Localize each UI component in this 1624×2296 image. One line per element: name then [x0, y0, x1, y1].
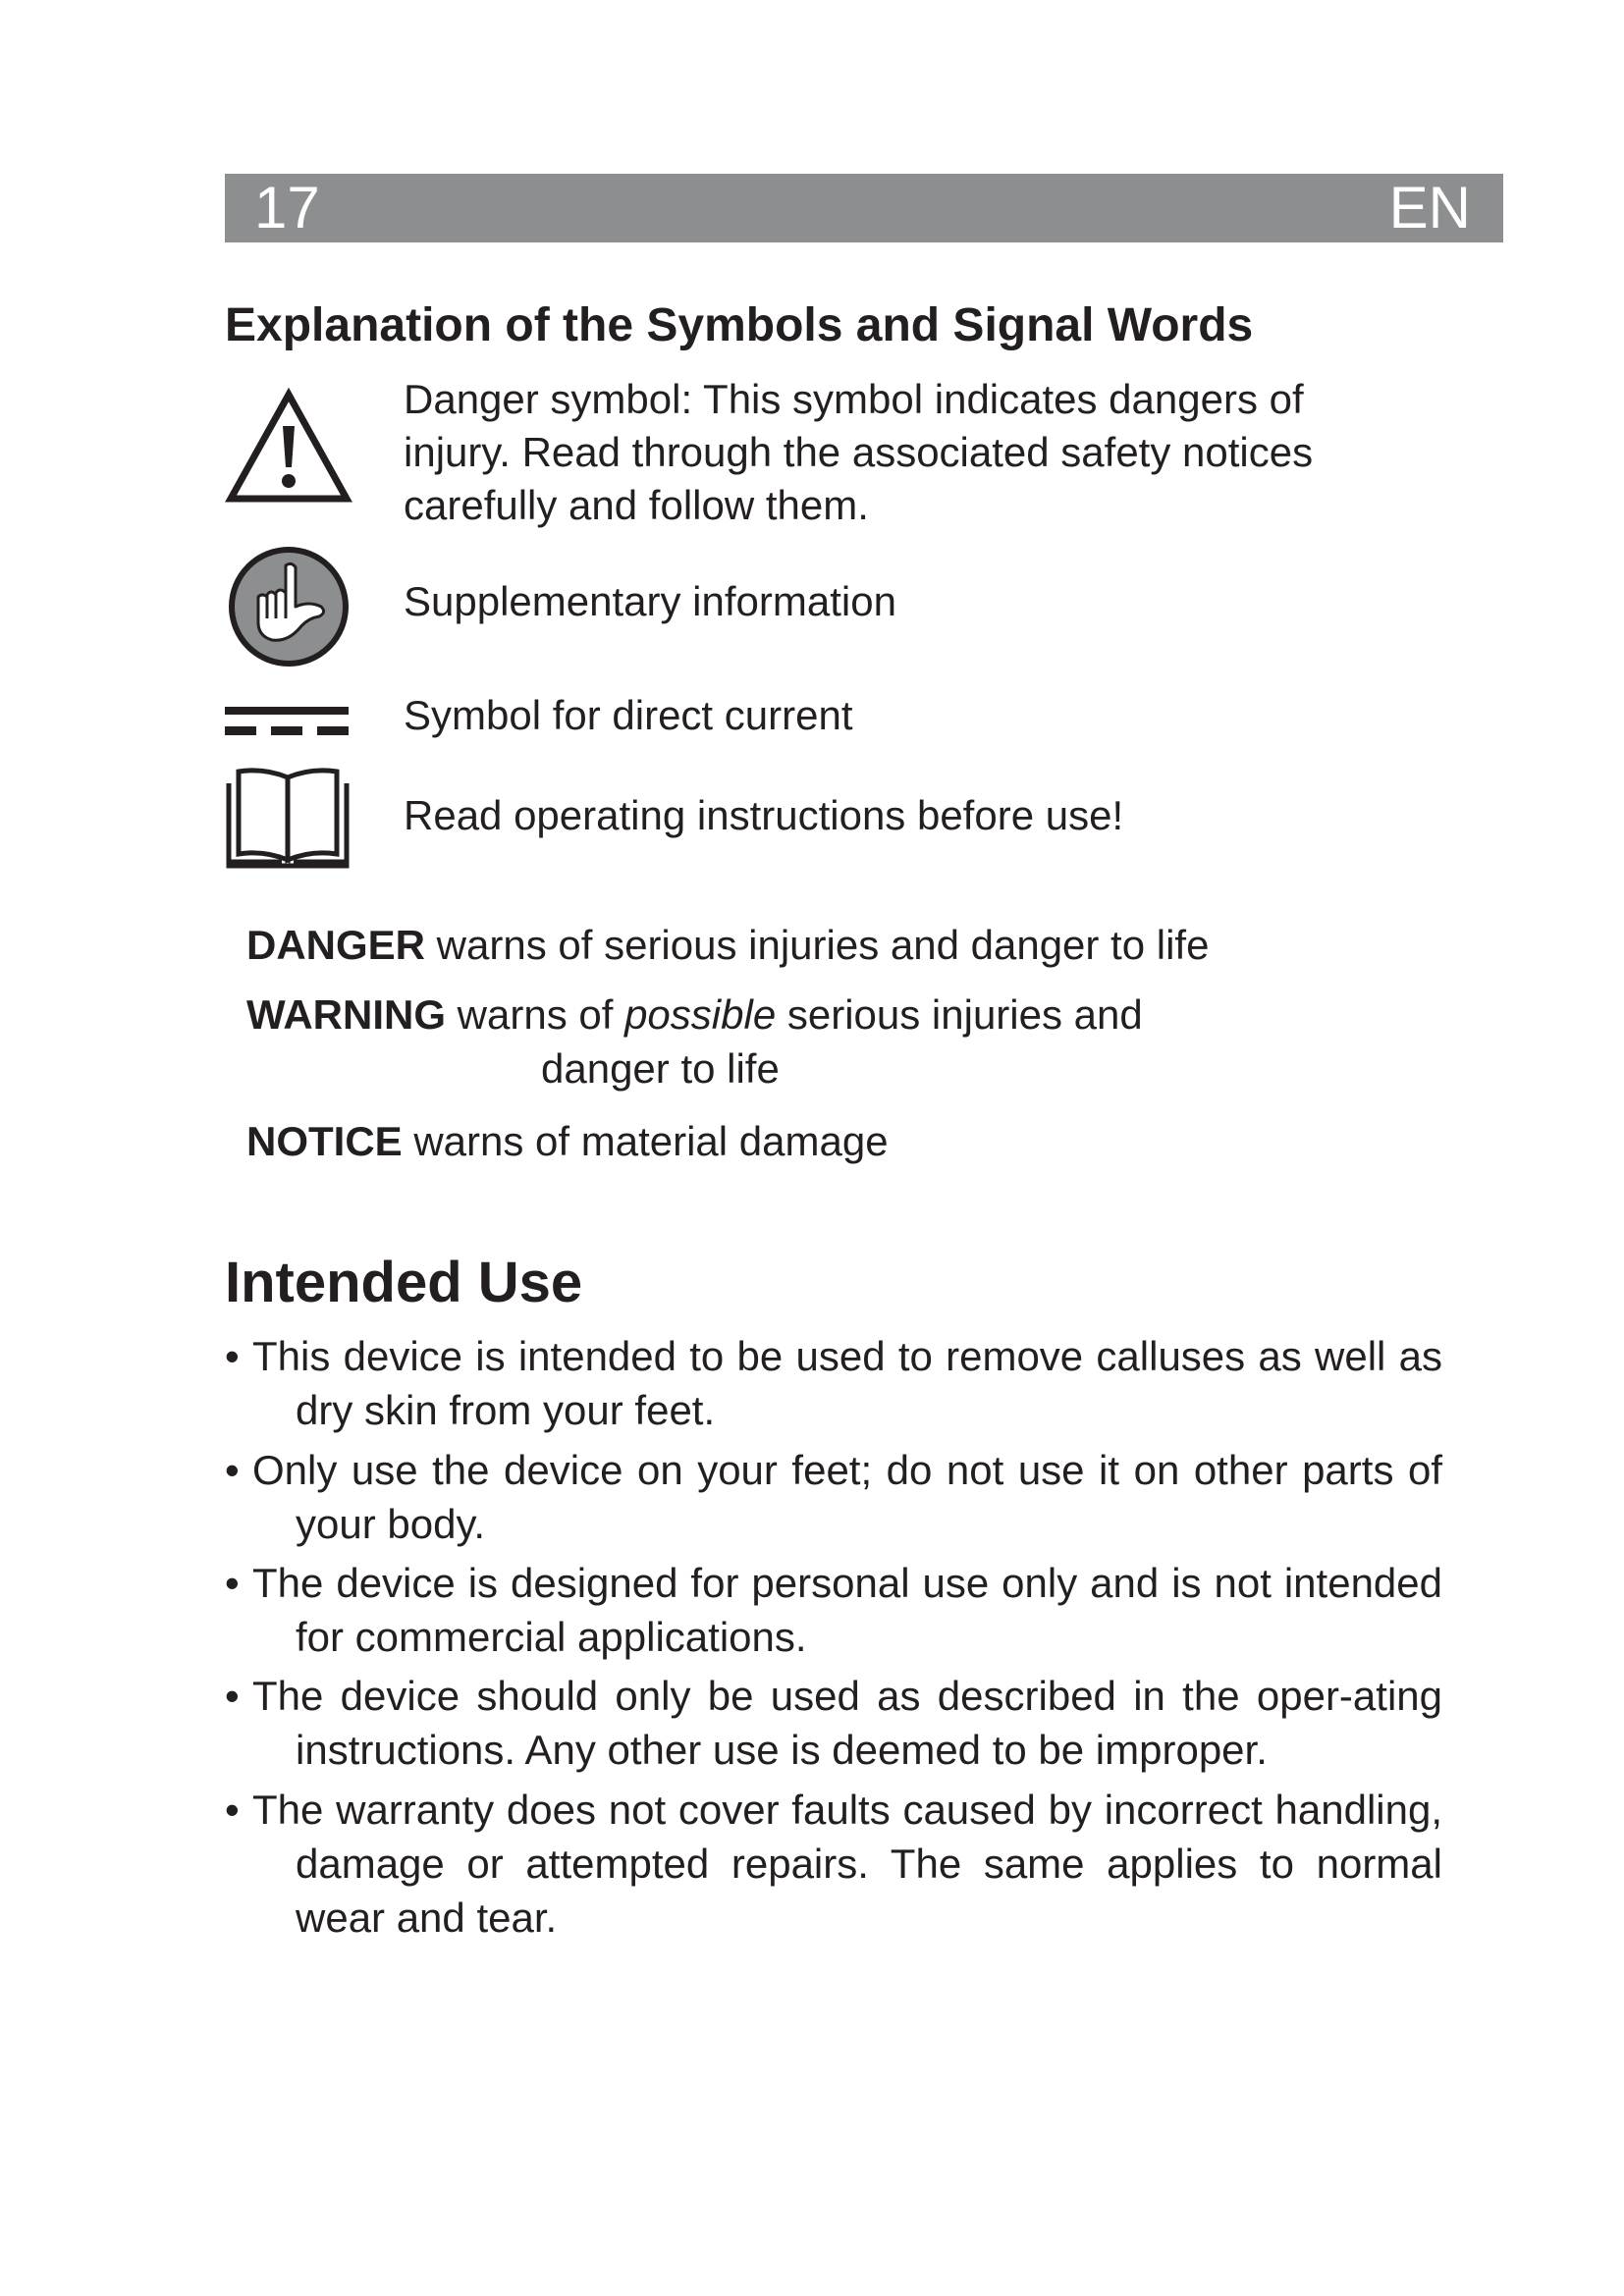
page-header-bar: [225, 174, 1503, 242]
signal-word-description: serious injuries and: [776, 991, 1143, 1038]
signal-word-description: warns of: [446, 991, 625, 1038]
signal-word-label: NOTICE: [246, 1118, 403, 1164]
list-item: [225, 1783, 1442, 1945]
list-item-text: The device is designed for personal use only and is not intended for commercial applications.: [252, 1560, 1442, 1660]
direct-current-icon: [225, 705, 349, 743]
signal-word-warning: [246, 988, 1143, 1041]
symbol-description-line: injury. Read through the associated safety notices: [404, 429, 1314, 475]
bullet-marker: •: [225, 1333, 240, 1379]
symbol-description-line: Danger symbol: This symbol indicates dangers of: [404, 376, 1304, 422]
bullet-marker: •: [225, 1673, 240, 1719]
signal-word-emphasis: possible: [624, 991, 777, 1038]
list-item: [225, 1669, 1442, 1777]
danger-triangle-icon: [225, 387, 352, 511]
symbol-description-line: Supplementary information: [404, 578, 896, 624]
intended-use-title: Intended Use: [225, 1251, 583, 1314]
symbol-description-line: Read operating instructions before use!: [404, 792, 1124, 838]
list-item: [225, 1443, 1442, 1551]
pointing-hand-icon: [225, 546, 354, 672]
bullet-marker: •: [225, 1787, 240, 1833]
bullet-marker: •: [225, 1447, 240, 1493]
signal-word-notice: [246, 1115, 889, 1168]
list-item-text: The device should only be used as described in the oper-ating instructions. Any other use is deemed to be improper.: [252, 1673, 1442, 1773]
signal-word-label: WARNING: [246, 991, 446, 1038]
list-item: [225, 1556, 1442, 1664]
list-item-text: This device is intended to be used to remove calluses as well as dry skin from your feet.: [252, 1333, 1442, 1433]
open-book-icon: [225, 764, 351, 875]
signal-word-danger: [246, 919, 1209, 972]
symbol-description-line: Symbol for direct current: [404, 692, 853, 738]
language-code: EN: [1388, 175, 1471, 240]
signal-word-description: warns of serious injuries and danger to life: [425, 922, 1210, 968]
signal-word-warning-continuation: danger to life: [541, 1045, 780, 1092]
signal-word-description: warns of material damage: [402, 1118, 889, 1164]
signal-word-label: DANGER: [246, 922, 426, 968]
page-number: 17: [254, 175, 320, 240]
bullet-marker: •: [225, 1560, 240, 1606]
list-item: [225, 1329, 1442, 1437]
list-item-text: The warranty does not cover faults caused by incorrect handling, damage or attempted repairs. The same applies to normal wear and tear.: [252, 1787, 1442, 1941]
symbols-section-title: Explanation of the Symbols and Signal Words: [225, 299, 1254, 351]
symbol-description-line: carefully and follow them.: [404, 482, 869, 528]
list-item-text: Only use the device on your feet; do not use it on other parts of your body.: [252, 1447, 1442, 1547]
